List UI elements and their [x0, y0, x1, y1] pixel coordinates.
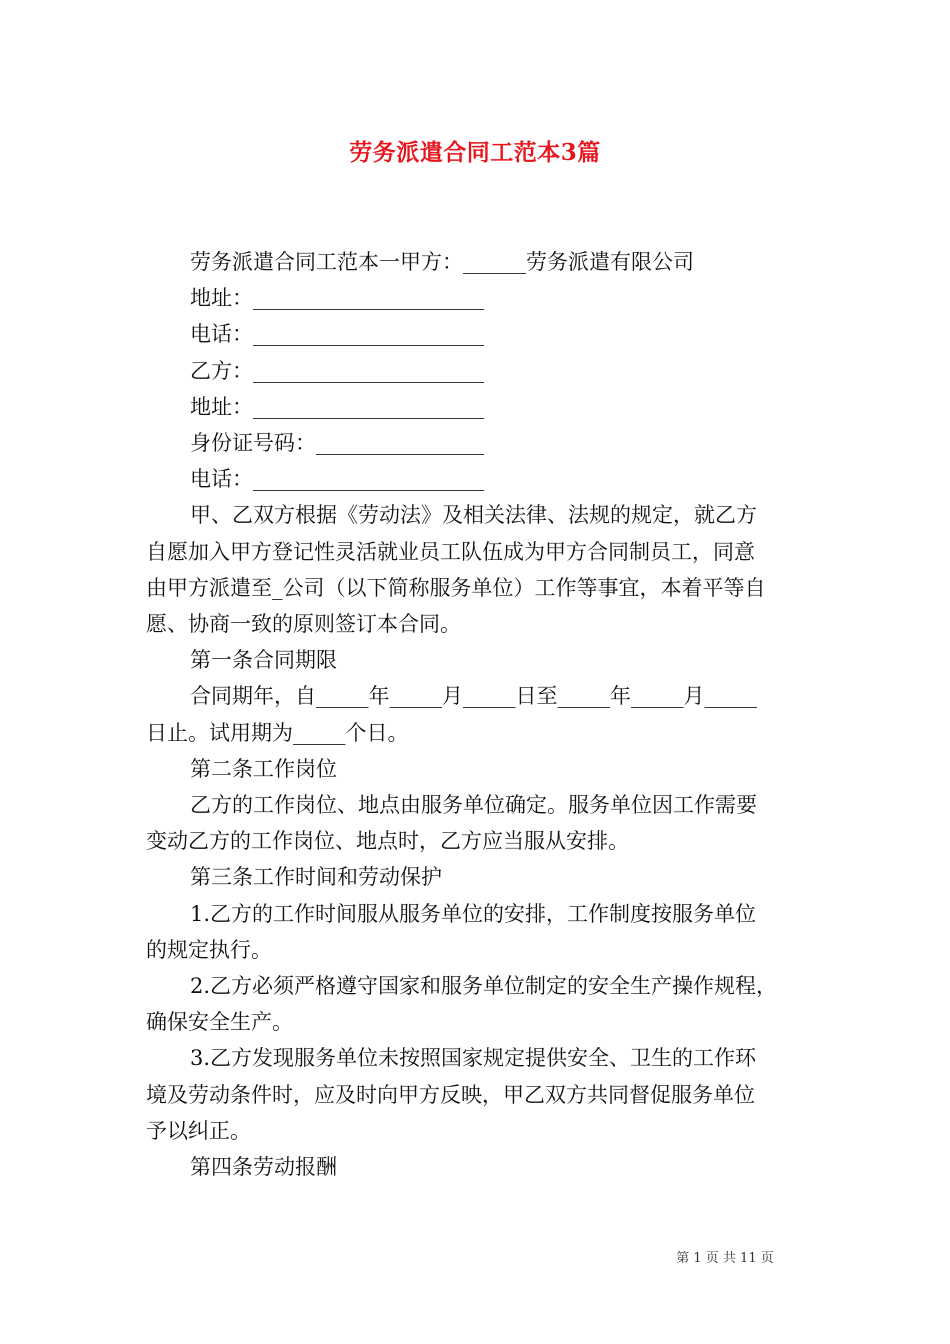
body-line: 电话：______________________ — [190, 322, 484, 346]
body-line: 乙方：______________________ — [190, 359, 484, 383]
body-line: 予以纠正。 — [146, 1119, 251, 1143]
body-line: 由甲方派遣至_公司（以下简称服务单位）工作等事宜，本着平等自 — [146, 576, 766, 600]
body-line: 劳务派遣合同工范本一甲方：______劳务派遣有限公司 — [190, 250, 694, 274]
body-line: 变动乙方的工作岗位、地点时，乙方应当服从安排。 — [146, 829, 629, 853]
body-line: 自愿加入甲方登记性灵活就业员工队伍成为甲方合同制员工，同意 — [146, 540, 755, 564]
body-line: 的规定执行。 — [146, 938, 272, 962]
body-line: 3.乙方发现服务单位未按照国家规定提供安全、卫生的工作环 — [190, 1046, 757, 1070]
body-line: 2.乙方必须严格遵守国家和服务单位制定的安全生产操作规程， — [190, 974, 778, 998]
body-line: 1.乙方的工作时间服从服务单位的安排，工作制度按服务单位 — [190, 902, 757, 926]
body-line: 确保安全生产。 — [146, 1010, 293, 1034]
body-line: 身份证号码：________________ — [190, 431, 484, 455]
document-title: 劳务派遣合同工范本3篇 — [349, 139, 601, 166]
body-line: 电话：______________________ — [190, 467, 484, 491]
body-line: 第一条合同期限 — [190, 648, 337, 672]
body-line: 地址：______________________ — [190, 286, 484, 310]
body-line: 甲、乙双方根据《劳动法》及相关法律、法规的规定，就乙方 — [190, 503, 757, 527]
body-line: 乙方的工作岗位、地点由服务单位确定。服务单位因工作需要 — [190, 793, 757, 817]
body-line: 境及劳动条件时，应及时向甲方反映，甲乙双方共同督促服务单位 — [146, 1083, 755, 1107]
body-line: 地址：______________________ — [190, 395, 484, 419]
body-line: 第四条劳动报酬 — [190, 1155, 337, 1179]
body-line: 合同期年，自_____年_____月_____日至_____年_____月_____ — [190, 684, 757, 708]
page-number: 第 1 页 共 11 页 — [676, 1251, 774, 1266]
body-line: 日止。试用期为_____个日。 — [146, 721, 409, 745]
body-line: 第三条工作时间和劳动保护 — [190, 865, 442, 889]
body-line: 愿、协商一致的原则签订本合同。 — [146, 612, 461, 636]
body-line: 第二条工作岗位 — [190, 757, 337, 781]
